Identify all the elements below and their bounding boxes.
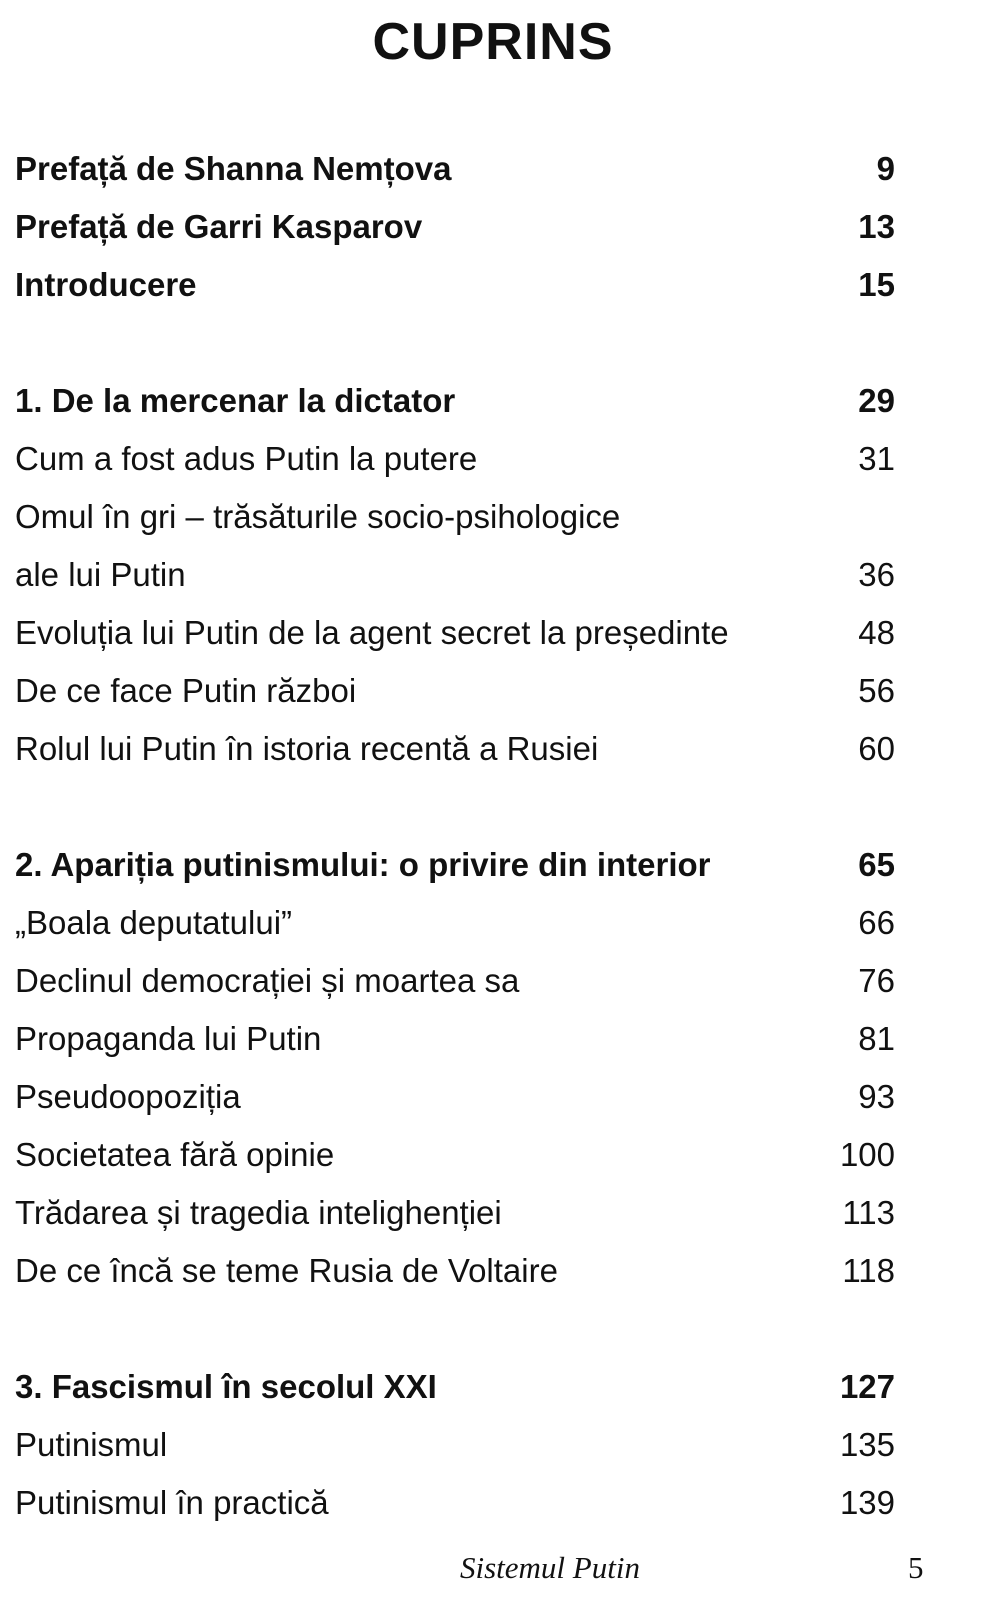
toc-entry[interactable] bbox=[15, 1126, 895, 1184]
chapter-heading-label: 1. De la mercenar la dictator bbox=[15, 382, 456, 419]
toc-entry[interactable] bbox=[15, 604, 895, 662]
toc-entry[interactable] bbox=[15, 1010, 895, 1068]
chapter-2-group bbox=[15, 836, 895, 1300]
toc-entry-page: 93 bbox=[858, 1078, 895, 1115]
toc-entry-label: Prefață de Garri Kasparov bbox=[15, 208, 423, 245]
toc-entry[interactable] bbox=[15, 1474, 895, 1532]
toc-entry-preface-kasparov[interactable] bbox=[15, 198, 895, 256]
toc-entry-page: 60 bbox=[858, 730, 895, 767]
toc-entry-label: „Boala deputatului” bbox=[15, 904, 293, 941]
chapter-3-group bbox=[15, 1358, 895, 1532]
toc-entry-page: 9 bbox=[876, 150, 895, 187]
toc-entry-preface-nemtova[interactable] bbox=[15, 140, 895, 198]
toc-entry[interactable] bbox=[15, 894, 895, 952]
toc-entry-label: Prefață de Shanna Nemțova bbox=[15, 150, 452, 187]
toc-entry-page: 15 bbox=[858, 266, 895, 303]
footer-page-number: 5 bbox=[908, 1550, 924, 1585]
toc-entry-label: Declinul democrației și moartea sa bbox=[15, 962, 520, 999]
toc-entry[interactable] bbox=[15, 952, 895, 1010]
toc-entry-label: Putinismul în practică bbox=[15, 1484, 329, 1521]
toc-entry[interactable] bbox=[15, 1242, 895, 1300]
toc-entry-label: De ce face Putin război bbox=[15, 672, 357, 709]
toc-entry-label: Propaganda lui Putin bbox=[15, 1020, 322, 1057]
toc-entry-page: 36 bbox=[858, 556, 895, 593]
chapter-1-heading[interactable] bbox=[15, 372, 895, 430]
toc-entry-label: Omul în gri – trăsăturile socio-psihologice bbox=[15, 498, 621, 535]
toc-entry-label: Trădarea și tragedia intelighenției bbox=[15, 1194, 502, 1231]
toc-entry-label: Pseudoopoziția bbox=[15, 1078, 241, 1115]
page-title: CUPRINS bbox=[372, 13, 614, 71]
toc-entry-page: 113 bbox=[842, 1194, 895, 1231]
toc-entry[interactable] bbox=[15, 1068, 895, 1126]
toc-entry-label: Evoluția lui Putin de la agent secret la președinte bbox=[15, 614, 729, 651]
toc-entry-page: 76 bbox=[858, 962, 895, 999]
toc-entry[interactable] bbox=[15, 430, 895, 488]
toc-entry[interactable] bbox=[15, 1184, 895, 1242]
toc-entry-page: 31 bbox=[858, 440, 895, 477]
toc-entry-label: Cum a fost adus Putin la putere bbox=[15, 440, 478, 477]
toc-entry-label: Rolul lui Putin în istoria recentă a Rusiei bbox=[15, 730, 599, 767]
chapter-heading-page: 65 bbox=[858, 846, 895, 883]
toc-entry-page: 56 bbox=[858, 672, 895, 709]
toc-entry-label: Societatea fără opinie bbox=[15, 1136, 335, 1173]
chapter-heading-label: 2. Apariția putinismului: o privire din interior bbox=[15, 846, 711, 883]
toc-entry-label: Putinismul bbox=[15, 1426, 168, 1463]
toc-entry[interactable] bbox=[15, 662, 895, 720]
toc-entry-introduction[interactable] bbox=[15, 256, 895, 314]
toc-entry-page: 100 bbox=[839, 1136, 895, 1173]
toc-entry-label: Introducere bbox=[15, 266, 197, 303]
toc-entry-page: 139 bbox=[839, 1484, 895, 1521]
toc-entry-label: De ce încă se teme Rusia de Voltaire bbox=[15, 1252, 558, 1289]
chapter-heading-label: 3. Fascismul în secolul XXI bbox=[15, 1368, 437, 1405]
chapter-heading-page: 127 bbox=[839, 1368, 895, 1405]
toc-entry[interactable] bbox=[15, 1416, 895, 1474]
preface-group bbox=[15, 140, 895, 314]
chapter-3-heading[interactable] bbox=[15, 1358, 895, 1416]
toc-entry-page: 81 bbox=[858, 1020, 895, 1057]
toc-entry-page: 13 bbox=[858, 208, 895, 245]
toc-entry-label: ale lui Putin bbox=[15, 556, 186, 593]
toc-entry-page: 66 bbox=[858, 904, 895, 941]
toc-entry[interactable] bbox=[15, 720, 895, 778]
chapter-1-group bbox=[15, 372, 895, 778]
toc-entry[interactable] bbox=[15, 488, 895, 546]
toc-entry[interactable] bbox=[15, 546, 895, 604]
footer-book-title: Sistemul Putin bbox=[460, 1550, 640, 1585]
chapter-2-heading[interactable] bbox=[15, 836, 895, 894]
toc-entry-page: 135 bbox=[839, 1426, 895, 1463]
table-of-contents bbox=[15, 140, 895, 1590]
toc-entry-page: 48 bbox=[858, 614, 895, 651]
toc-entry-page: 118 bbox=[842, 1252, 895, 1289]
chapter-heading-page: 29 bbox=[858, 382, 895, 419]
